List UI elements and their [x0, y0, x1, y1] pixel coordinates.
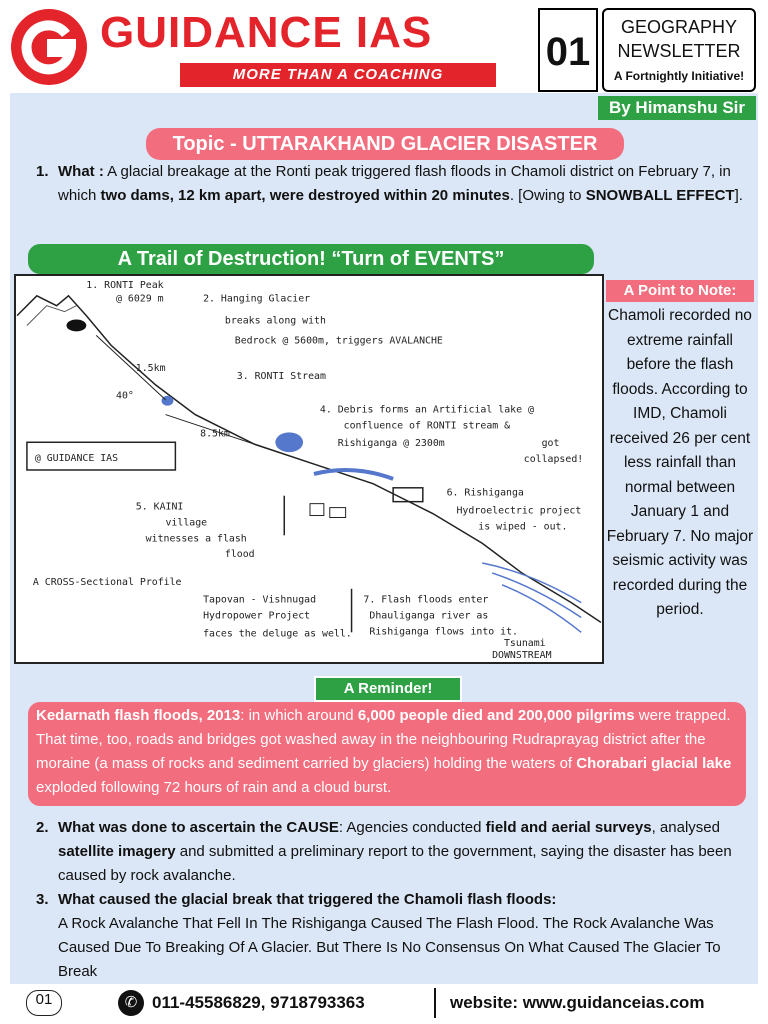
section-cause: [36, 816, 748, 888]
label-rishiganga-flows: Rishiganga flows into it.: [369, 626, 519, 638]
label-dhauliganga: Dhauliganga river as: [369, 610, 489, 622]
section-heading: What caused the glacial break that triggered the Chamoli flash floods:: [58, 891, 557, 908]
label-hanging-glacier: 2. Hanging Glacier: [203, 293, 311, 305]
label-distance-1: 1.5km: [135, 363, 166, 375]
issue-number: 01: [538, 8, 598, 92]
label-ronti-stream: 3. RONTI Stream: [236, 370, 326, 382]
section-text: . [Owing to: [509, 187, 586, 204]
reminder-bold: 6,000 people died and 200,000 pilgrims: [357, 707, 635, 724]
diagram-drawing: [16, 276, 602, 662]
label-got: got: [541, 438, 560, 450]
label-rishiganga-height: Rishiganga @ 2300m: [337, 438, 445, 450]
label-ronti-peak: 1. RONTI Peak: [86, 279, 164, 291]
label-hydroelectric: Hydroelectric project: [456, 505, 582, 517]
cross-section-diagram: [14, 274, 604, 664]
newsletter-badge: [602, 8, 756, 92]
label-village: village: [165, 517, 208, 529]
note-body: Chamoli recorded no extreme rainfall before the flash floods. According to IMD, Chamoli received 26 per cent less rainfall than normal between January 1 and February 7. No major seismic activity was recorded during the period.: [606, 307, 754, 618]
reminder-box: [28, 702, 746, 806]
label-flash-floods: 7. Flash floods enter: [363, 594, 489, 606]
label-wiped-out: is wiped - out.: [478, 521, 568, 533]
label-witnesses: witnesses a flash: [145, 533, 247, 545]
label-tapovan: Tapovan - Vishnugad: [203, 594, 317, 606]
footer: [0, 984, 768, 1024]
phone-numbers[interactable]: 011-45586829, 9718793363: [152, 993, 365, 1012]
section-what: [36, 160, 748, 208]
newsletter-subtitle: A Fortnightly Initiative!: [613, 69, 745, 83]
reminder-text: : in which around: [240, 707, 358, 724]
label-collapsed: collapsed!: [523, 454, 584, 466]
reminder-bold: Kedarnath flash floods, 2013: [36, 707, 241, 724]
section-text: A glacial breakage at the Ronti peak triggered flash floods in Chamoli district on February 7, in which: [58, 163, 731, 204]
reminder-text: exploded following 72 hours of rain and a cloud burst.: [36, 779, 392, 796]
trail-heading: A Trail of Destruction! “Turn of EVENTS”: [28, 244, 594, 274]
section-number: 2.: [36, 819, 49, 836]
section-bold: two dams, 12 km apart, were destroyed within 20 minutes: [100, 187, 510, 204]
label-debris: 4. Debris forms an Artificial lake @: [319, 404, 534, 416]
section-text: ].: [734, 187, 743, 204]
brand-block: [100, 8, 496, 86]
label-rishiganga-project: 6. Rishiganga: [446, 487, 524, 499]
author-badge: By Himanshu Sir: [598, 96, 756, 120]
reminder-bold: Chorabari glacial lake: [576, 755, 732, 772]
section-bold: What was done to ascertain the CAUSE: [58, 819, 339, 836]
label-flood: flood: [224, 549, 255, 561]
note-title: A Point to Note:: [606, 280, 754, 302]
section-text: , analysed: [651, 819, 720, 836]
section-number: 1.: [36, 163, 49, 180]
section-bold: satellite imagery: [58, 843, 176, 860]
label-watermark: @ GUIDANCE IAS: [34, 453, 119, 465]
section-text: : Agencies conducted: [338, 819, 486, 836]
topic-heading: Topic - UTTARAKHAND GLACIER DISASTER: [146, 128, 624, 160]
section-glacial-break: [36, 888, 748, 984]
label-cross-section: A CROSS-Sectional Profile: [32, 576, 182, 588]
tagline: MORE THAN A COACHING: [180, 63, 496, 87]
section-text: A Rock Avalanche That Fell In The Rishiganga Caused The Flash Flood. The Rock Avalanche Was Caused Due To Breaking Of A Glacier. But There Is No Consensus On What Caused The Glacier To Break: [58, 915, 721, 980]
website-link[interactable]: website: www.guidanceias.com: [450, 993, 705, 1012]
reminder-text: were trapped. That time, too, roads and bridges got washed away in the neighbouring Rudraprayag district after the moraine (a mass of rocks and sediment carried by glaciers) holding the waters of: [36, 707, 731, 772]
label-tsunami: Tsunami: [503, 638, 546, 650]
point-to-note: [606, 280, 754, 664]
label-angle: 40°: [116, 390, 134, 402]
reminder-label: A Reminder!: [314, 676, 462, 702]
newsletter-line1: GEOGRAPHY: [620, 17, 738, 37]
label-deluge: faces the deluge as well.: [203, 628, 352, 640]
section-label: What :: [58, 163, 104, 180]
section-bold: SNOWBALL EFFECT: [585, 187, 735, 204]
label-breaks: breaks along with: [224, 315, 326, 327]
phone-icon: ✆: [118, 990, 144, 1016]
label-bedrock: Bedrock @ 5600m, triggers AVALANCHE: [234, 335, 443, 347]
section-text: and submitted a preliminary report to the government, saying the disaster has been caused by rock avalanche.: [58, 843, 732, 884]
section-number: 3.: [36, 891, 49, 908]
brand-name: GUIDANCE IAS: [100, 8, 433, 57]
guidance-logo-icon: [8, 6, 90, 88]
label-tapovan-project: Hydropower Project: [203, 610, 311, 622]
label-distance-2: 8.5km: [200, 428, 230, 440]
newsletter-line2: NEWSLETTER: [617, 41, 741, 61]
label-downstream: DOWNSTREAM: [492, 650, 552, 662]
section-bold: field and aerial surveys: [485, 819, 652, 836]
footer-divider: [434, 988, 436, 1018]
label-ronti-height: @ 6029 m: [116, 293, 164, 305]
page-number: 01: [26, 990, 62, 1016]
label-kaini: 5. KAINI: [135, 501, 184, 513]
label-confluence: confluence of RONTI stream &: [343, 420, 511, 432]
